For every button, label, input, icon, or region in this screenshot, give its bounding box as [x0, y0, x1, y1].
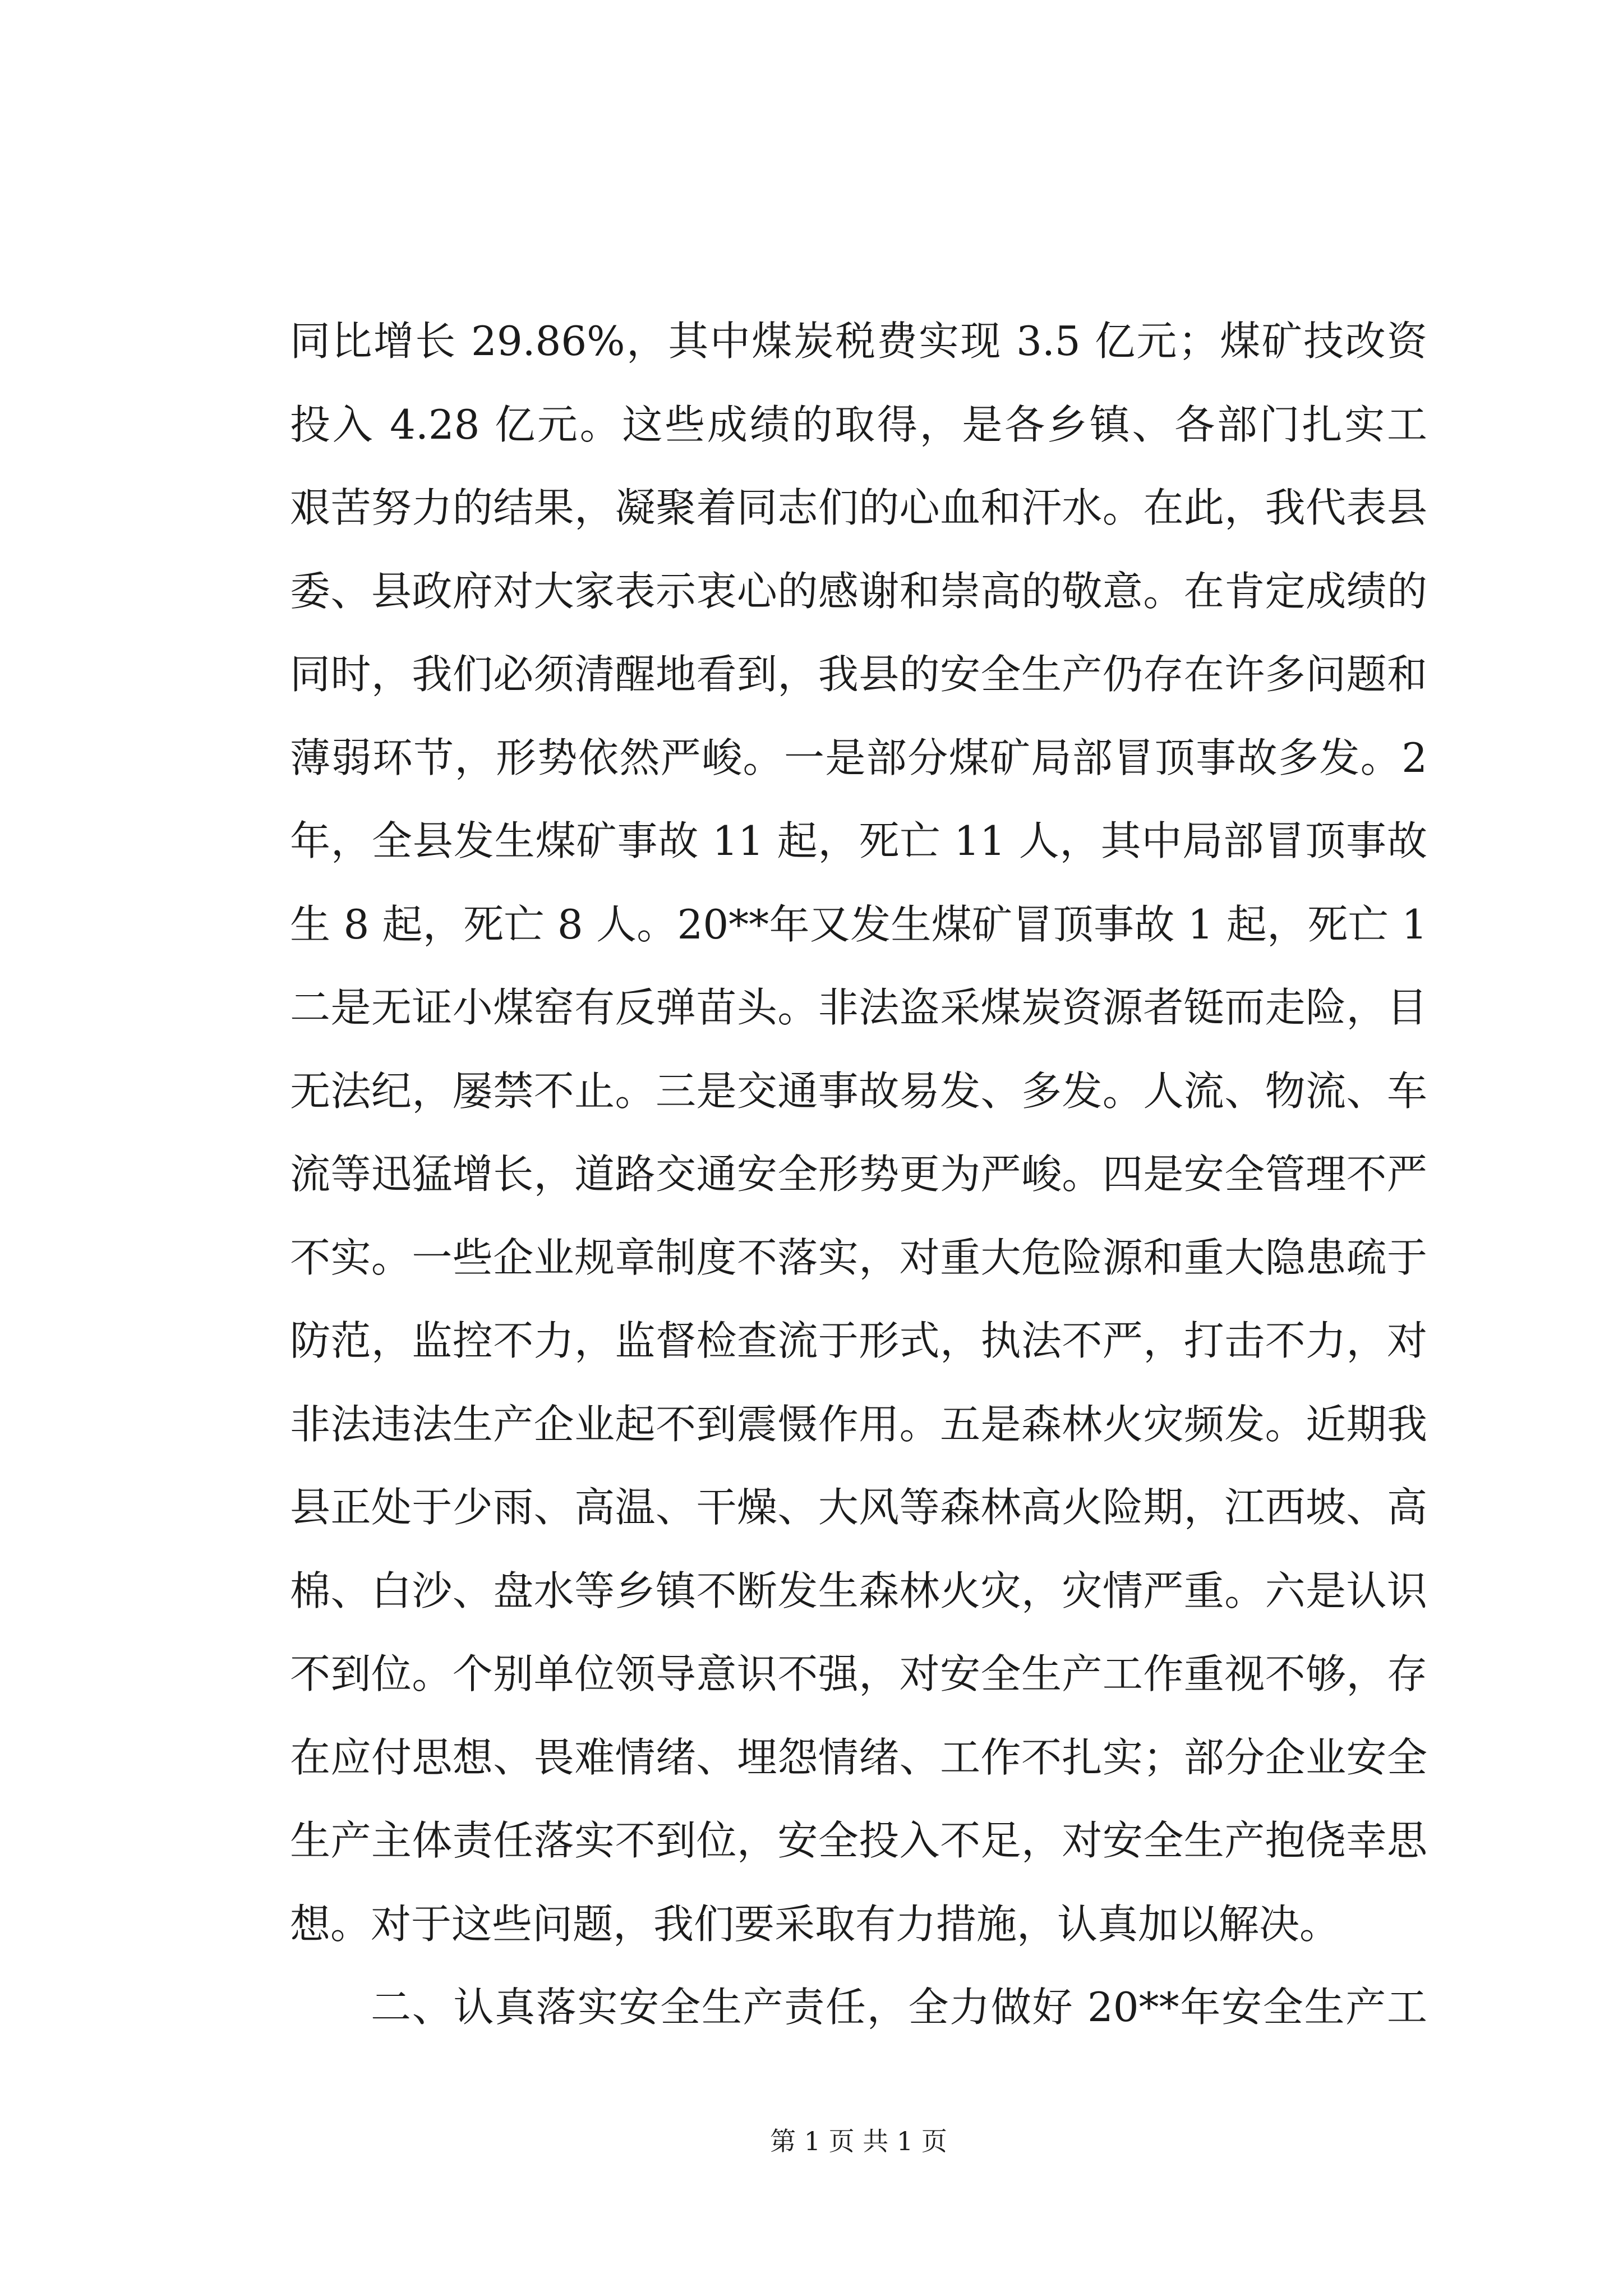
- text-line: 棉、白沙、盘水等乡镇不断发生森林火灾，灾情严重。六是认识: [290, 1567, 1427, 1614]
- text-line: 不实。一些企业规章制度不落实，对重大危险源和重大隐患疏于: [290, 1234, 1427, 1281]
- text-line: 县正处于少雨、高温、干燥、大风等森林高火险期，江西坡、高: [290, 1484, 1427, 1531]
- text-line: 流等迅猛增长，道路交通安全形势更为严峻。四是安全管理不严: [290, 1151, 1427, 1198]
- text-line: 年，全县发生煤矿事故 11 起，死亡 11 人，其中局部冒顶事故: [290, 817, 1427, 864]
- text-line: 生产主体责任落实不到位，安全投入不足，对安全生产抱侥幸思: [290, 1817, 1427, 1864]
- text-line: 防范，监控不力，监督检查流于形式，执法不严，打击不力，对: [290, 1317, 1427, 1364]
- text-line: 无法纪，屡禁不止。三是交通事故易发、多发。人流、物流、车: [290, 1067, 1427, 1115]
- document-body: [290, 300, 1427, 2049]
- text-line: 同比增长 29.86%，其中煤炭税费实现 3.5 亿元；煤矿技改资: [290, 318, 1427, 365]
- text-line: 薄弱环节，形势依然严峻。一是部分煤矿局部冒顶事故多发。2: [290, 734, 1427, 781]
- page-footer: 第 1 页 共 1 页: [770, 2126, 947, 2156]
- text-line: 在应付思想、畏难情绪、埋怨情绪、工作不扎实；部分企业安全: [290, 1733, 1427, 1781]
- text-line: 想。对于这些问题，我们要采取有力措施，认真加以解决。: [290, 1900, 1340, 1948]
- section-heading-line: 二、认真落实安全生产责任，全力做好 20**年安全生产工: [371, 1984, 1427, 2031]
- text-line: 委、县政府对大家表示衷心的感谢和崇高的敬意。在肯定成绩的: [290, 567, 1427, 615]
- text-line: 非法违法生产企业起不到震慑作用。五是森林火灾频发。近期我: [290, 1400, 1427, 1448]
- text-line: 二是无证小煤窑有反弹苗头。非法盗采煤炭资源者铤而走险，目: [290, 984, 1427, 1031]
- text-line: 同时，我们必须清醒地看到，我县的安全生产仍存在许多问题和: [290, 651, 1427, 698]
- text-line: 艰苦努力的结果，凝聚着同志们的心血和汗水。在此，我代表县: [290, 484, 1427, 531]
- text-line: 投入 4.28 亿元。这些成绩的取得，是各乡镇、各部门扎实工: [290, 401, 1427, 448]
- text-line: 生 8 起，死亡 8 人。20**年又发生煤矿冒顶事故 1 起，死亡 1: [290, 900, 1427, 948]
- text-line: 不到位。个别单位领导意识不强，对安全生产工作重视不够，存: [290, 1650, 1427, 1697]
